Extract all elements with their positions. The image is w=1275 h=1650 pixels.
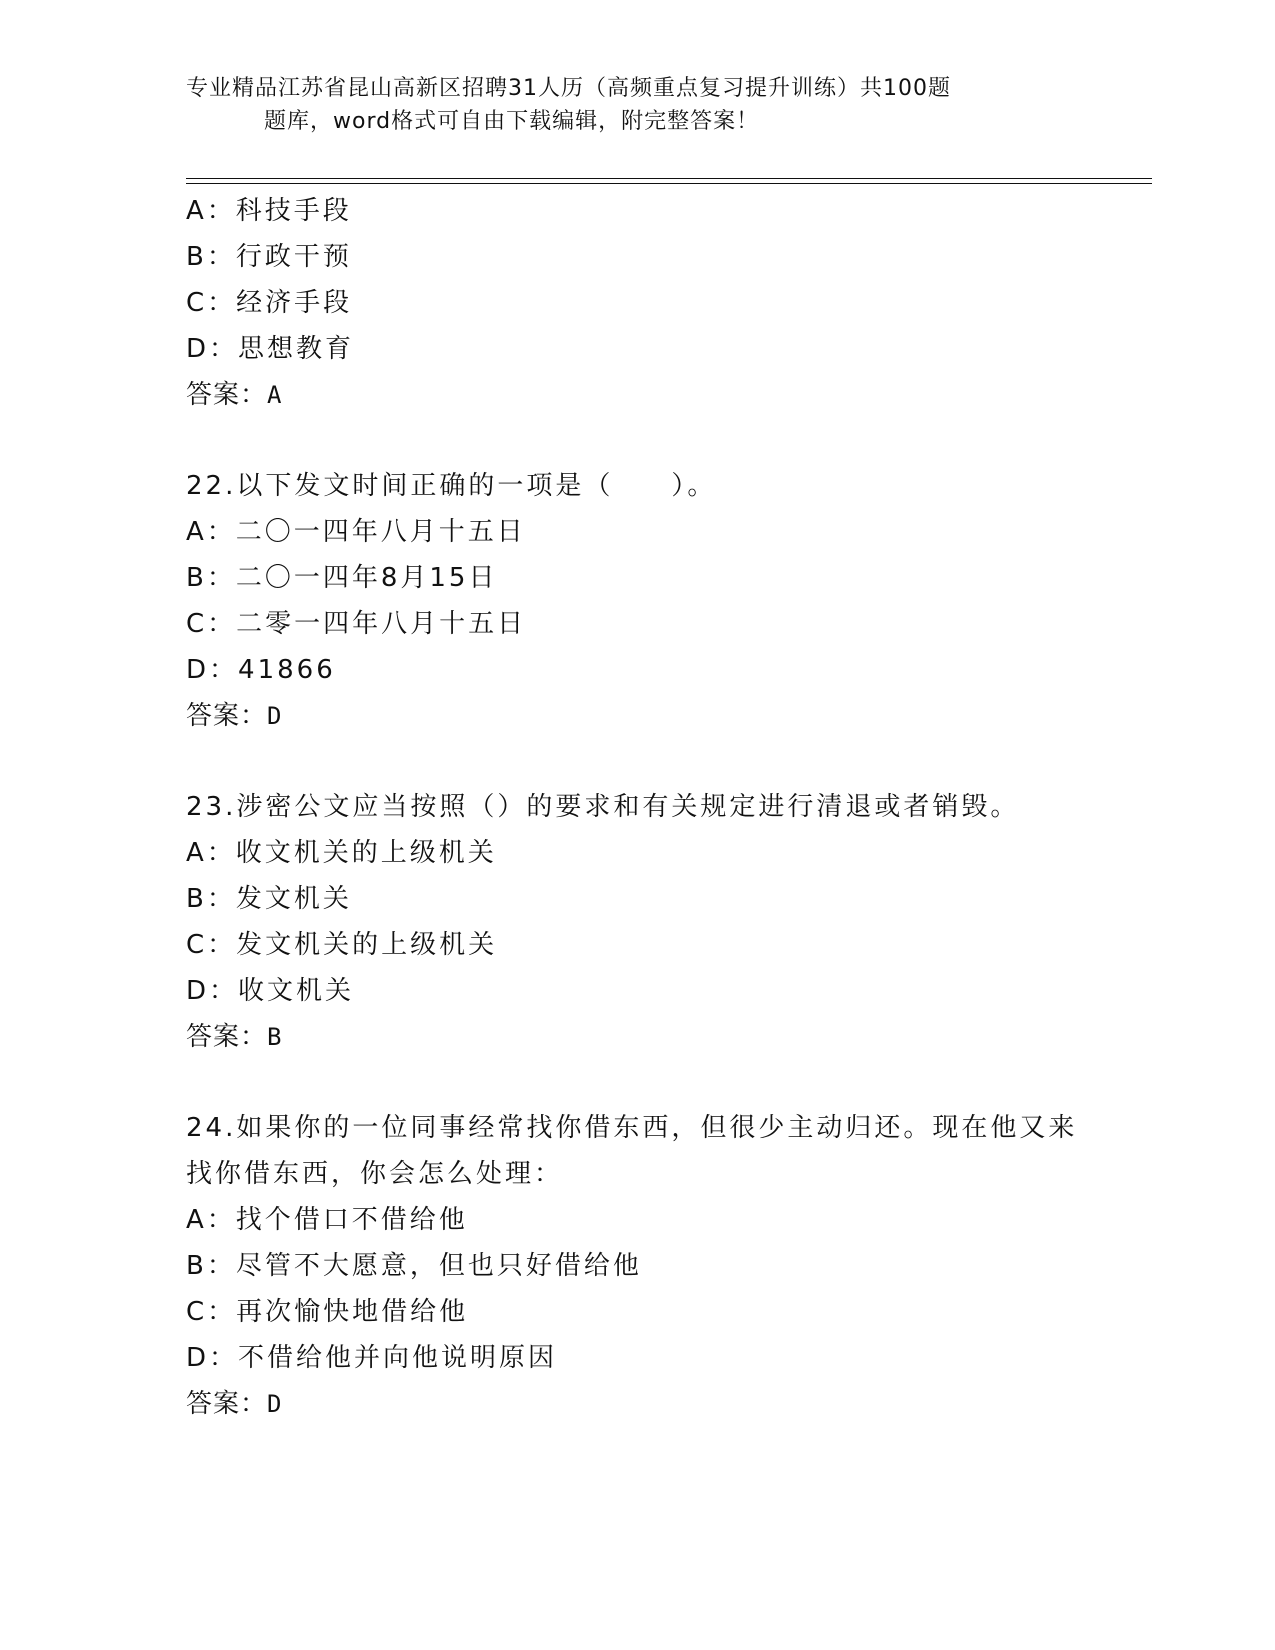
question-stem: 22.以下发文时间正确的一项是（ ）。 [186,471,717,501]
question-stem-line-1: 24.如果你的一位同事经常找你借东西，但很少主动归还。现在他又来 [186,1113,1078,1143]
answer-label: 答案： [186,1389,268,1419]
answer-value: B [267,1023,283,1051]
answer-label: 答案： [186,380,268,410]
question-stem-line-2: 找你借东西，你会怎么处理： [186,1159,564,1189]
header-divider-top [186,178,1152,179]
header-title-line-1: 专业精品江苏省昆山高新区招聘31人历（高频重点复习提升训练）共100题 [186,76,951,101]
question-content [186,188,1086,1427]
option-a: A：二〇一四年八月十五日 [186,517,526,547]
option-b: B：行政干预 [186,242,352,272]
option-d: D：收文机关 [186,976,355,1006]
question-stem: 23.涉密公文应当按照（）的要求和有关规定进行清退或者销毁。 [186,792,1020,822]
answer-line [186,1014,1086,1060]
option-d: D：41866 [186,655,336,685]
option-a: A：找个借口不借给他 [186,1205,468,1235]
header-divider-bottom [186,183,1152,184]
option-a: A：科技手段 [186,196,352,226]
answer-label: 答案： [186,1022,268,1052]
option-a: A：收文机关的上级机关 [186,838,497,868]
option-b: B：发文机关 [186,884,352,914]
option-b: B：尽管不大愿意，但也只好借给他 [186,1251,642,1281]
answer-label: 答案： [186,701,268,731]
option-c: C：经济手段 [186,288,353,318]
option-d: D：不借给他并向他说明原因 [186,1343,558,1373]
option-c: C：发文机关的上级机关 [186,930,498,960]
question-23 [186,784,1086,1060]
answer-value: D [267,702,283,730]
option-b: B：二〇一四年8月15日 [186,563,498,593]
answer-line [186,693,1086,739]
document-header [186,72,1066,138]
answer-value: A [267,381,283,409]
answer-line [186,1381,1086,1427]
answer-value: D [267,1390,283,1418]
answer-line [186,372,1086,418]
question-22 [186,463,1086,739]
header-title-line-2: 题库，word格式可自由下载编辑，附完整答案！ [264,109,760,134]
option-c: C：再次愉快地借给他 [186,1297,469,1327]
question-24 [186,1105,1086,1427]
question-21 [186,188,1086,418]
option-c: C：二零一四年八月十五日 [186,609,527,639]
option-d: D：思想教育 [186,334,355,364]
